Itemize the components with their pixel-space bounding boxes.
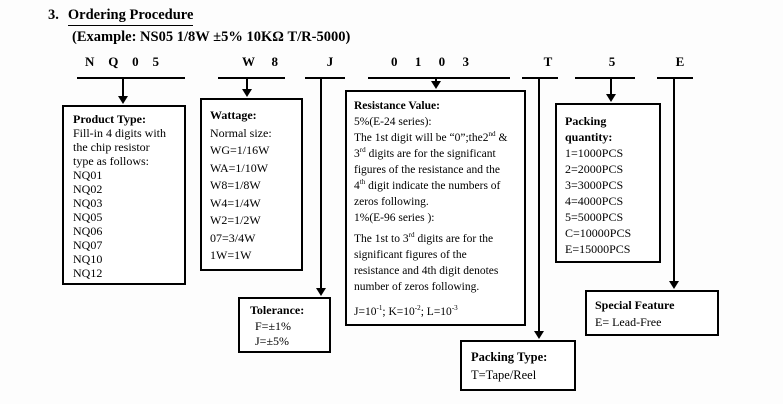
box-text: resistance and 4th digit denotes — [354, 265, 499, 277]
arrow-down-icon — [118, 96, 128, 104]
list-item: NQ12 — [73, 266, 103, 280]
connector-line-tolerance — [320, 77, 322, 289]
connector-bar-product — [77, 77, 185, 79]
list-item: 1=1000PCS — [565, 146, 624, 160]
code-char: 0 — [132, 54, 139, 69]
list-item: F=±1% — [255, 318, 292, 333]
code-char: 0 — [438, 54, 446, 69]
tolerance-box — [238, 297, 331, 353]
list-item: W8=1/8W — [210, 178, 261, 192]
box-title: Wattage: — [210, 108, 257, 122]
arrow-down-icon — [669, 281, 679, 289]
list-item: W2=1/2W — [210, 213, 261, 227]
list-item: E=15000PCS — [565, 242, 631, 256]
connector-bar-special — [657, 77, 693, 79]
box-text: Fill-in 4 digits with — [73, 126, 167, 140]
box-text: T=Tape/Reel — [471, 368, 537, 382]
section-title-text: Ordering Procedure — [68, 7, 194, 26]
connector-bar-resistance — [368, 77, 510, 79]
box-text: number of zeros following. — [354, 281, 480, 293]
box-text: E= Lead-Free — [595, 315, 662, 329]
code-packing-qty-digit: 5 — [608, 54, 616, 69]
arrow-down-icon — [534, 331, 544, 339]
connector-bar-packing-type — [522, 77, 558, 79]
code-char: 8 — [271, 54, 278, 69]
connector-line-packing-qty — [610, 77, 612, 95]
wattage-box — [200, 98, 303, 271]
list-item: W4=1/4W — [210, 195, 261, 210]
list-item: 1W=1W — [210, 248, 252, 262]
connector-bar-packing-qty — [575, 77, 635, 79]
code-char: 0 — [391, 54, 398, 69]
box-text: zeros following. — [354, 196, 429, 208]
connector-line-product — [122, 77, 124, 96]
arrow-down-icon — [606, 94, 616, 102]
box-text: $J=10^{-1}$; $K=10^{-2}$; $L=10^{-3}$ — [354, 304, 458, 318]
code-resistance-digits — [391, 54, 469, 70]
section-title — [48, 7, 193, 26]
example-line: (Example: NS05 1/8W ±5% 10KΩ T/R-5000) — [72, 29, 351, 45]
list-item: NQ05 — [73, 210, 103, 224]
box-text: 1%(E-96 series ): — [354, 212, 435, 224]
connector-line-packing-type — [538, 77, 540, 332]
list-item: WG=1/16W — [210, 143, 270, 157]
list-item: NQ07 — [73, 238, 103, 252]
list-item: WA=1/10W — [210, 160, 269, 175]
code-char: 3 — [462, 54, 469, 69]
connector-bar-wattage — [218, 77, 285, 79]
arrow-down-icon — [242, 89, 252, 97]
list-item: NQ03 — [73, 196, 103, 210]
box-title: quantity: — [565, 130, 613, 144]
connector-line-special — [673, 77, 675, 282]
box-title: Resistance Value: — [354, 100, 440, 112]
packing-type-box — [460, 340, 576, 391]
list-item: J=±5% — [255, 334, 290, 348]
box-text: the chip resistor — [73, 140, 150, 154]
code-char: Q — [108, 54, 119, 69]
code-char: W — [242, 54, 255, 69]
code-special-digit: E — [675, 54, 685, 69]
list-item: 4=4000PCS — [565, 194, 624, 208]
box-text: The 1st digit will be “0”;the2nd & — [354, 130, 508, 144]
list-item: 3=3000PCS — [565, 178, 624, 192]
connector-bar-tolerance — [305, 77, 345, 79]
special-feature-box — [585, 290, 719, 336]
box-title: Packing — [565, 114, 607, 128]
code-product-digits — [85, 54, 159, 70]
box-text: significant figures of the — [354, 249, 467, 261]
code-char: N — [85, 54, 95, 69]
box-text: Normal size: — [210, 125, 272, 140]
code-wattage-digits — [242, 54, 278, 70]
list-item: C=10000PCS — [565, 226, 632, 240]
packing-quantity-box — [555, 103, 661, 263]
box-title: Product Type: — [73, 112, 147, 126]
resistance-value-box — [345, 90, 526, 326]
list-item: NQ10 — [73, 252, 103, 266]
box-title: Special Feature — [595, 298, 675, 312]
arrow-down-icon — [431, 81, 441, 89]
box-text: 3rd digits are for the significant — [354, 146, 496, 160]
list-item: 2=2000PCS — [565, 162, 624, 176]
box-title: Packing Type: — [471, 350, 548, 364]
list-item: 07=3/4W — [210, 230, 256, 245]
code-char: 5 — [152, 54, 159, 69]
code-packing-type-digit: T — [543, 54, 553, 69]
code-char: 1 — [414, 54, 422, 69]
list-item: NQ01 — [73, 168, 103, 182]
box-text: The 1st to 3rd digits are for the — [354, 231, 494, 245]
code-tolerance-digit: J — [326, 54, 334, 69]
box-text: type as follows: — [73, 154, 149, 168]
list-item: 5=5000PCS — [565, 210, 624, 224]
box-text: 4th digit indicate the numbers of — [354, 178, 501, 192]
list-item: NQ02 — [73, 182, 103, 196]
box-text: 5%(E-24 series): — [354, 116, 432, 128]
arrow-down-icon — [316, 288, 326, 296]
section-number: 3. — [48, 7, 59, 23]
product-type-box — [62, 105, 186, 285]
box-title: Tolerance: — [250, 303, 305, 317]
list-item: NQ06 — [73, 224, 103, 238]
box-text: figures of the resistance and the — [354, 164, 500, 176]
